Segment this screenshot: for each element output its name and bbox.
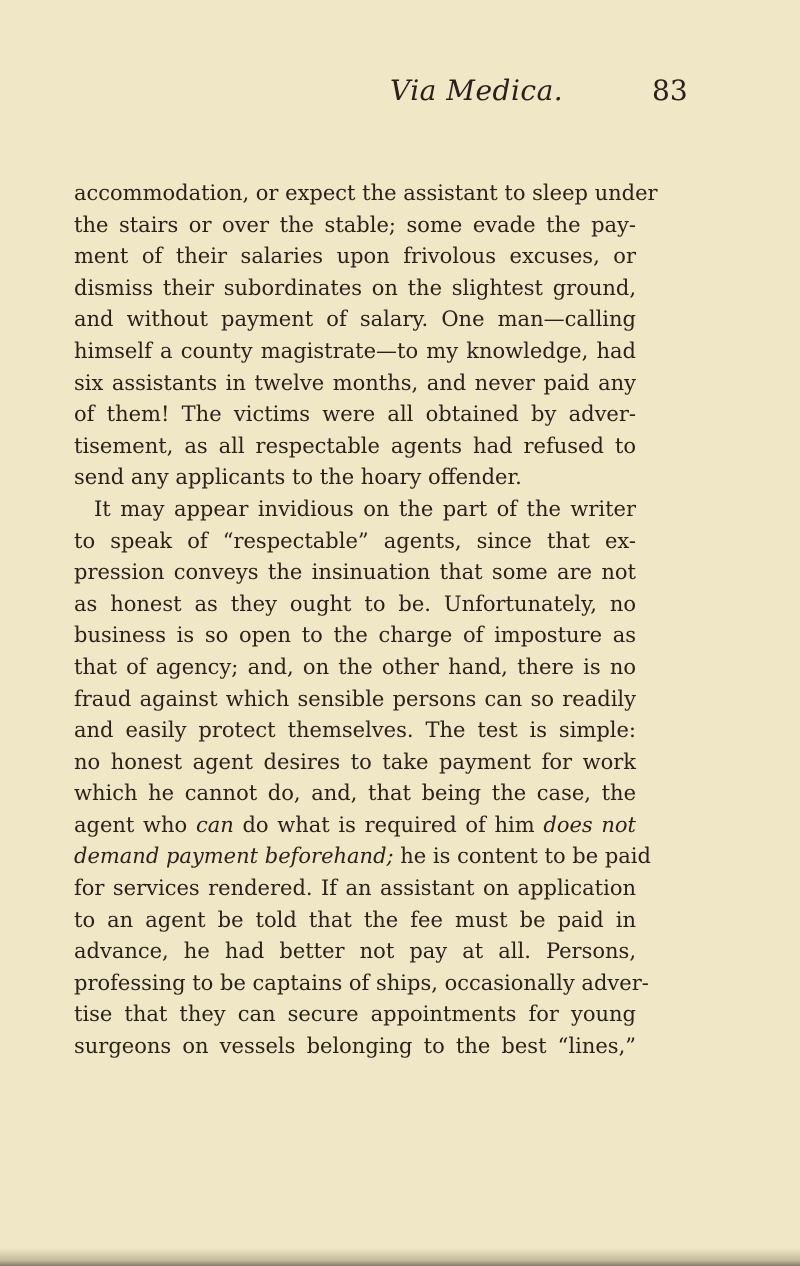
italic-text: does not — [543, 812, 636, 837]
text-line: tisement, as all respectable agents had refused to — [74, 433, 636, 458]
text-line: which he cannot do, and, that being the case, the — [74, 781, 636, 806]
text-line: advance, he had better not pay at all. Persons, — [74, 939, 636, 964]
page-header — [0, 74, 800, 114]
text-line: of them! The victims were all obtained by adver- — [74, 402, 636, 427]
text-segment: he is content to be paid — [400, 844, 651, 869]
text-line: no honest agent desires to take payment for work — [74, 749, 636, 774]
page-edge-shadow — [0, 1248, 800, 1266]
text-line: accommodation, or expect the assistant to sleep under — [74, 181, 658, 205]
text-line: ment of their salaries upon frivolous excuses, or — [74, 244, 636, 269]
text-line: the stairs or over the stable; some evade the pay- — [74, 212, 636, 237]
running-title: Via Medica. — [390, 74, 564, 107]
text-line — [74, 810, 636, 842]
italic-text: demand payment beforehand; — [74, 844, 394, 869]
body-text — [74, 178, 658, 1063]
text-line: professing to be captains of ships, occasionally adver- — [74, 970, 649, 995]
text-line: six assistants in twelve months, and never paid any — [74, 370, 636, 395]
text-line: send any applicants to the hoary offender. — [74, 465, 522, 490]
text-line: for services rendered. If an assistant on application — [74, 876, 636, 901]
text-line: business is so open to the charge of imposture as — [74, 623, 636, 648]
text-line: to an agent be told that the fee must be paid in — [74, 907, 636, 932]
italic-text: can — [195, 812, 234, 837]
text-line: dismiss their subordinates on the slightest ground, — [74, 275, 636, 300]
text-line: himself a county magistrate—to my knowledge, had — [74, 338, 636, 363]
text-line: tise that they can secure appointments for young — [74, 1002, 636, 1027]
text-line — [74, 841, 651, 873]
text-line: and easily protect themselves. The test is simple: — [74, 718, 636, 743]
text-line: that of agency; and, on the other hand, there is no — [74, 654, 636, 679]
text-line: pression conveys the insinuation that some are not — [74, 560, 636, 585]
text-line: surgeons on vessels belonging to the best “lines,” — [74, 1034, 636, 1059]
text-line: as honest as they ought to be. Unfortunately, no — [74, 591, 636, 616]
text-line: fraud against which sensible persons can so readily — [74, 686, 636, 711]
text-segment: do what is required of him — [242, 812, 535, 837]
text-line: to speak of “respectable” agents, since that ex- — [74, 528, 636, 553]
text-line: and without payment of salary. One man—calling — [74, 307, 636, 332]
page-number: 83 — [652, 74, 688, 107]
text-line: It may appear invidious on the part of the writer — [94, 496, 636, 521]
text-segment: agent who — [74, 812, 188, 837]
